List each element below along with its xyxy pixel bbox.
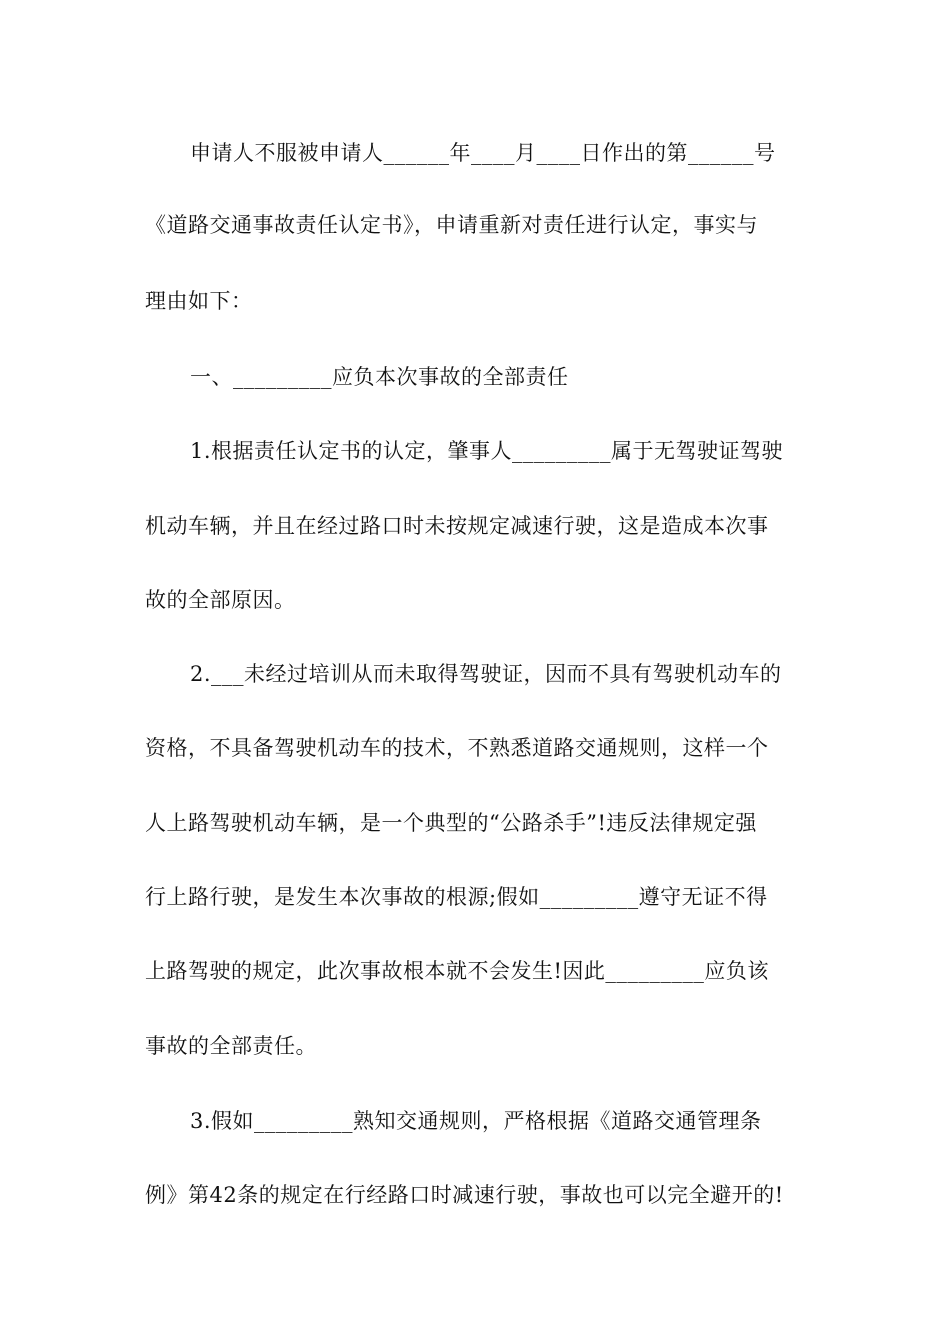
point-3-line-1: 3.假如_________熟知交通规则，严格根据《道路交通管理条 bbox=[190, 1109, 762, 1133]
point-3-line-2: 例》第42条的规定在行经路口时减速行驶，事故也可以完全避开的! bbox=[145, 1183, 784, 1207]
point-2-line-6: 事故的全部责任。 bbox=[145, 1034, 317, 1058]
point-2-line-1: 2.___未经过培训从而未取得驾驶证，因而不具有驾驶机动车的 bbox=[190, 662, 782, 686]
point-2-line-4: 行上路行驶，是发生本次事故的根源;假如_________遵守无证不得 bbox=[145, 885, 768, 909]
paragraph-intro-line-3: 理由如下： bbox=[145, 289, 253, 313]
paragraph-intro-line-2: 《道路交通事故责任认定书》，申请重新对责任进行认定，事实与 bbox=[145, 213, 758, 237]
point-1-line-3: 故的全部原因。 bbox=[145, 588, 296, 612]
point-2-line-5: 上路驾驶的规定，此次事故根本就不会发生!因此_________应负该 bbox=[145, 959, 769, 983]
point-2-line-2: 资格，不具备驾驶机动车的技术，不熟悉道路交通规则，这样一个 bbox=[145, 736, 769, 760]
point-1-line-1: 1.根据责任认定书的认定，肇事人_________属于无驾驶证驾驶 bbox=[190, 439, 784, 463]
section-heading-1: 一、_________应负本次事故的全部责任 bbox=[190, 365, 569, 389]
paragraph-intro-line-1: 申请人不服被申请人______年____月____日作出的第______号 bbox=[190, 141, 776, 165]
point-1-line-2: 机动车辆，并且在经过路口时未按规定减速行驶，这是造成本次事 bbox=[145, 514, 769, 538]
point-2-line-3: 人上路驾驶机动车辆，是一个典型的“公路杀手”!违反法律规定强 bbox=[145, 811, 757, 835]
